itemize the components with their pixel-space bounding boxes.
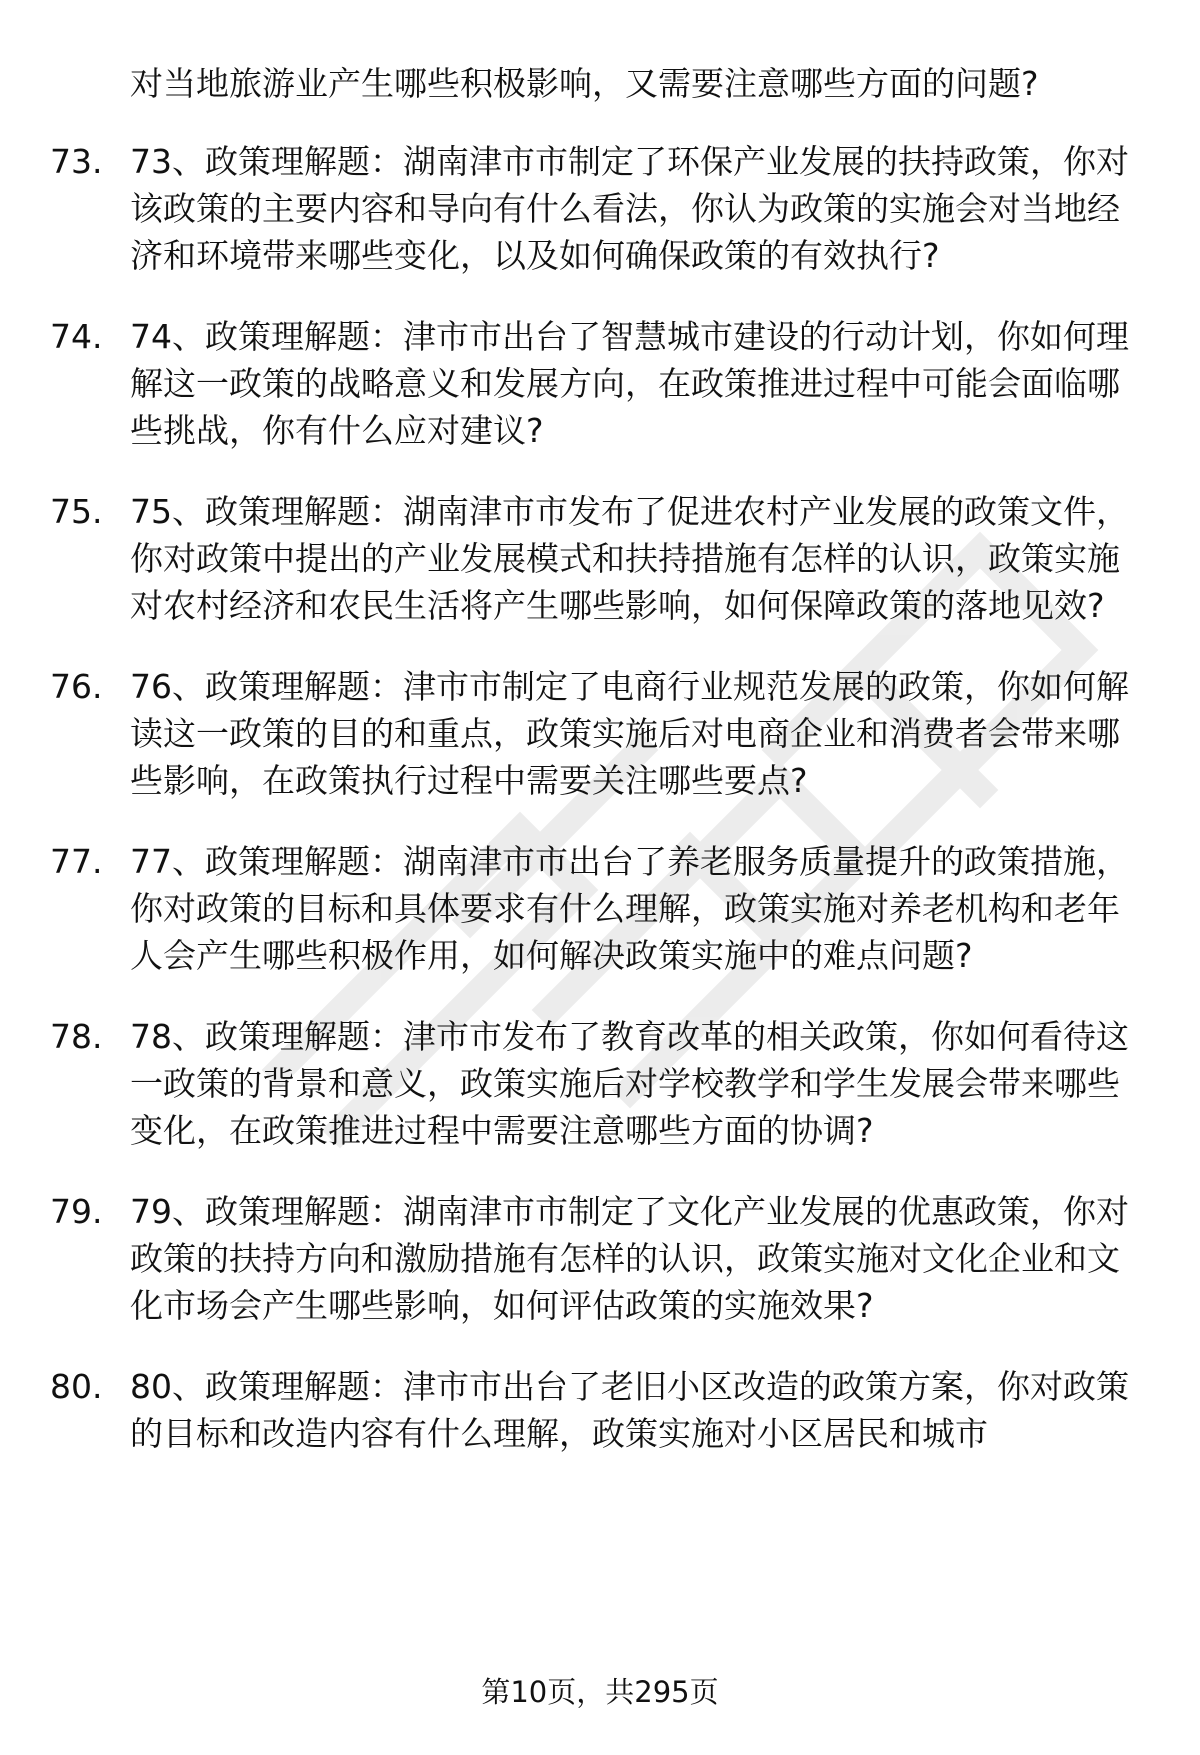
page-footer: 第10页，共295页	[481, 1675, 719, 1709]
list-item	[0, 1188, 1200, 1329]
item-number: 78.	[50, 1017, 103, 1056]
list-item	[0, 138, 1200, 279]
list-item	[0, 1013, 1200, 1154]
item-text: 78、政策理解题：津市市发布了教育改革的相关政策，你如何看待这一政策的背景和意义，政策实施后对学校教学和学生发展会带来哪些变化，在政策推进过程中需要注意哪些方面的协调?	[130, 1017, 1129, 1150]
list-item	[0, 838, 1200, 979]
item-text: 79、政策理解题：湖南津市市制定了文化产业发展的优惠政策，你对政策的扶持方向和激励措施有怎样的认识，政策实施对文化企业和文化市场会产生哪些影响，如何评估政策的实施效果?	[130, 1192, 1129, 1325]
question-list	[0, 138, 1200, 1491]
list-item	[0, 313, 1200, 454]
list-item	[0, 488, 1200, 629]
list-item	[0, 663, 1200, 804]
item-number: 75.	[50, 492, 103, 531]
item-number: 73.	[50, 142, 103, 181]
item-number: 80.	[50, 1367, 103, 1406]
item-number: 79.	[50, 1192, 103, 1231]
item-text: 77、政策理解题：湖南津市市出台了养老服务质量提升的政策措施，你对政策的目标和具体要求有什么理解，政策实施对养老机构和老年人会产生哪些积极作用，如何解决政策实施中的难点问题?	[130, 842, 1129, 975]
continuation-text: 对当地旅游业产生哪些积极影响，又需要注意哪些方面的问题?	[130, 64, 1039, 103]
item-number: 77.	[50, 842, 103, 881]
item-text: 75、政策理解题：湖南津市市发布了促进农村产业发展的政策文件，你对政策中提出的产业发展模式和扶持措施有怎样的认识，政策实施对农村经济和农民生活将产生哪些影响，如何保障政策的落地见效?	[130, 492, 1129, 625]
item-text: 76、政策理解题：津市市制定了电商行业规范发展的政策，你如何解读这一政策的目的和重点，政策实施后对电商企业和消费者会带来哪些影响，在政策执行过程中需要关注哪些要点?	[130, 667, 1129, 800]
item-number: 76.	[50, 667, 103, 706]
item-text: 74、政策理解题：津市市出台了智慧城市建设的行动计划，你如何理解这一政策的战略意义和发展方向，在政策推进过程中可能会面临哪些挑战，你有什么应对建议?	[130, 317, 1129, 450]
item-text: 80、政策理解题：津市市出台了老旧小区改造的政策方案，你对政策的目标和改造内容有什么理解，政策实施对小区居民和城市	[130, 1367, 1129, 1453]
item-number: 74.	[50, 317, 103, 356]
item-text: 73、政策理解题：湖南津市市制定了环保产业发展的扶持政策，你对该政策的主要内容和导向有什么看法，你认为政策的实施会对当地经济和环境带来哪些变化，以及如何确保政策的有效执行?	[130, 142, 1129, 275]
list-item	[0, 1363, 1200, 1457]
